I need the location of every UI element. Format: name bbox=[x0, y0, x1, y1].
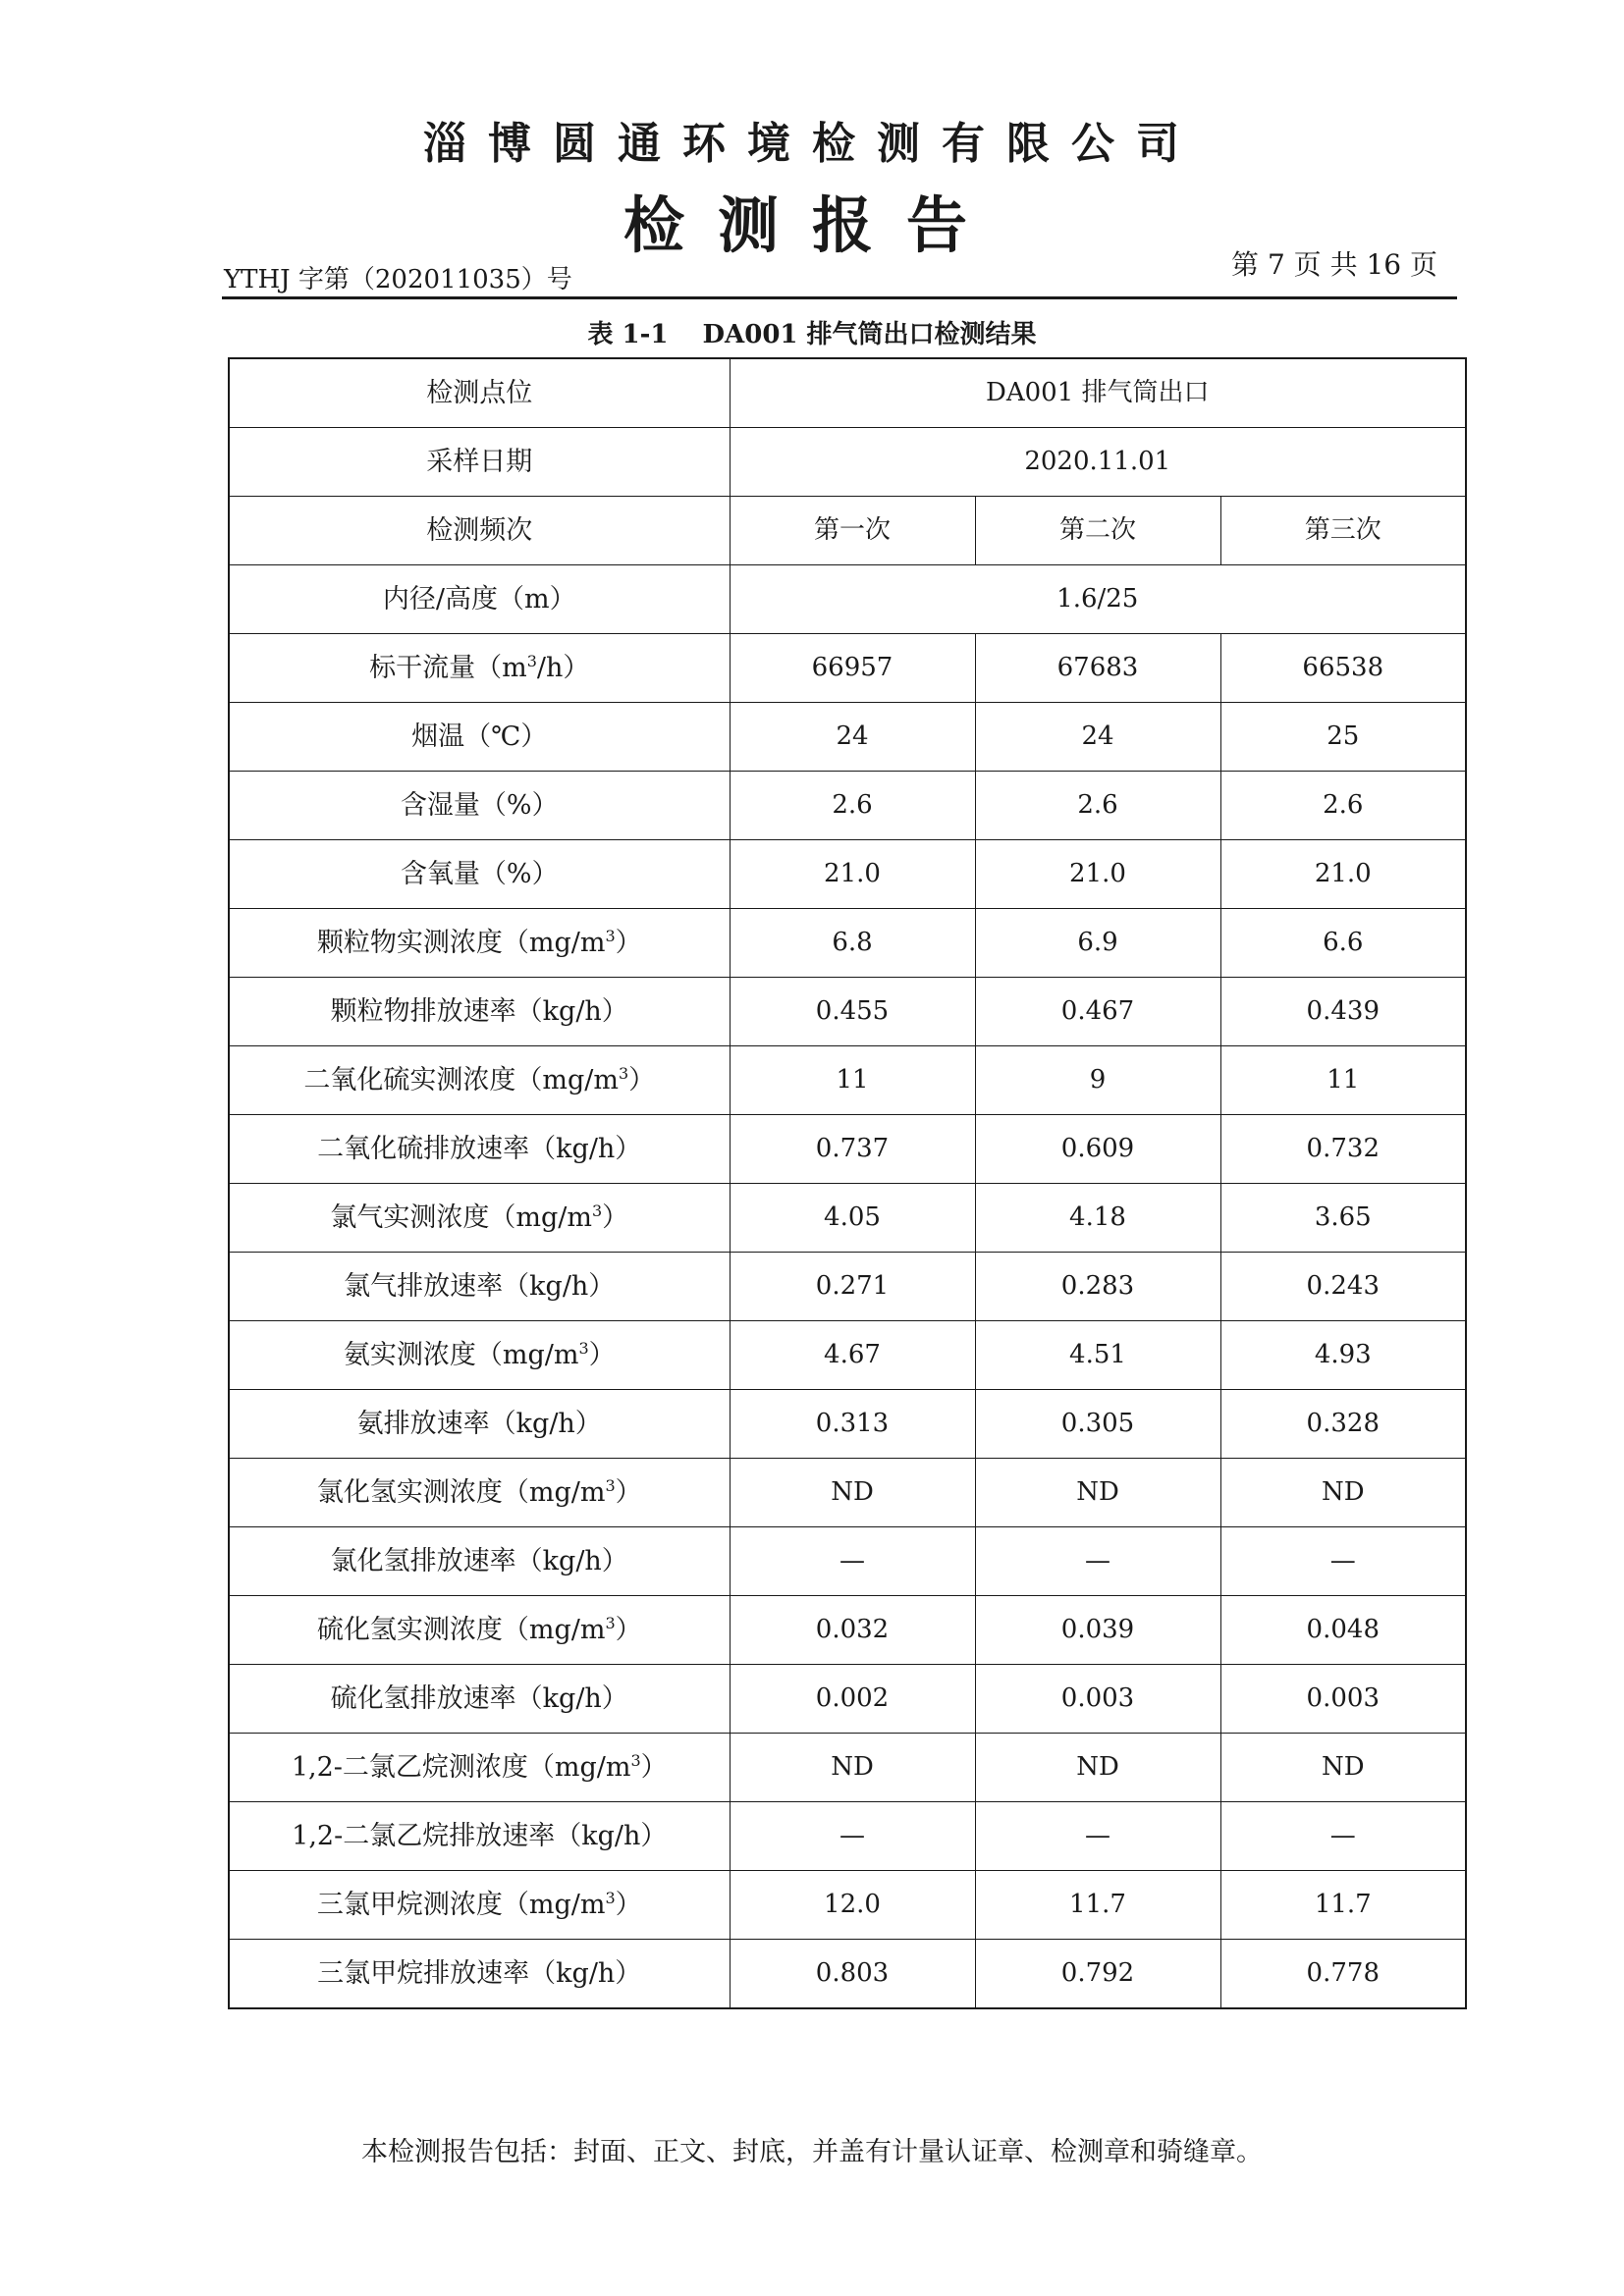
row-value: 0.283 bbox=[975, 1253, 1220, 1321]
row-value: 0.003 bbox=[1220, 1665, 1466, 1734]
table-row bbox=[229, 1321, 1466, 1390]
row-value: 67683 bbox=[975, 634, 1220, 703]
row-value: 4.93 bbox=[1220, 1321, 1466, 1390]
frequency-third: 第三次 bbox=[1220, 497, 1466, 565]
row-value: ND bbox=[1220, 1459, 1466, 1527]
row-value: 2.6 bbox=[975, 772, 1220, 840]
frequency-first: 第一次 bbox=[730, 497, 975, 565]
table-row bbox=[229, 1940, 1466, 2009]
table-row bbox=[229, 1596, 1466, 1665]
row-value: 0.328 bbox=[1220, 1390, 1466, 1459]
row-value: 11.7 bbox=[1220, 1871, 1466, 1940]
row-label: 颗粒物实测浓度$(mg/m^3)$ bbox=[229, 909, 730, 978]
company-name: 淄博圆通环境检测有限公司 bbox=[423, 119, 1201, 169]
row-label: 三氯甲烷测浓度$(mg/m^3)$ bbox=[229, 1871, 730, 1940]
point-label: 检测点位 bbox=[229, 358, 730, 428]
row-value: 11 bbox=[1220, 1046, 1466, 1115]
report-number: YTHJ 字第（202011035）号 bbox=[224, 265, 572, 294]
table-row-date bbox=[229, 428, 1466, 497]
row-value: 0.455 bbox=[730, 978, 975, 1046]
row-value: 0.792 bbox=[975, 1940, 1220, 2009]
row-value: ND bbox=[730, 1734, 975, 1802]
row-value: 4.18 bbox=[975, 1184, 1220, 1253]
row-value: — bbox=[730, 1527, 975, 1596]
row-value: 0.002 bbox=[730, 1665, 975, 1734]
row-label: 二氧化硫实测浓度$(mg/m^3)$ bbox=[229, 1046, 730, 1115]
row-value: 66538 bbox=[1220, 634, 1466, 703]
row-label: 氨实测浓度$(mg/m^3)$ bbox=[229, 1321, 730, 1390]
row-value: 6.6 bbox=[1220, 909, 1466, 978]
table-row bbox=[229, 1184, 1466, 1253]
footer-note: 本检测报告包括：封面、正文、封底，并盖有计量认证章、检测章和骑缝章。 bbox=[361, 2137, 1263, 2167]
table-row bbox=[229, 1253, 1466, 1321]
row-label: 氯气实测浓度$(mg/m^3)$ bbox=[229, 1184, 730, 1253]
table-row bbox=[229, 1390, 1466, 1459]
row-value: 0.003 bbox=[975, 1665, 1220, 1734]
table-row bbox=[229, 1734, 1466, 1802]
row-value: 11 bbox=[730, 1046, 975, 1115]
row-value: 3.65 bbox=[1220, 1184, 1466, 1253]
row-value: — bbox=[975, 1527, 1220, 1596]
row-value: — bbox=[975, 1802, 1220, 1871]
row-value: 9 bbox=[975, 1046, 1220, 1115]
row-value: 0.032 bbox=[730, 1596, 975, 1665]
row-value: 24 bbox=[730, 703, 975, 772]
point-value: DA001 排气筒出口 bbox=[730, 358, 1466, 428]
results-table bbox=[228, 357, 1467, 2009]
row-value: 4.05 bbox=[730, 1184, 975, 1253]
date-value: 2020.11.01 bbox=[730, 428, 1466, 497]
row-value: 21.0 bbox=[1220, 840, 1466, 909]
table-row bbox=[229, 1046, 1466, 1115]
row-value: ND bbox=[975, 1734, 1220, 1802]
row-label: 含氧量（%） bbox=[229, 840, 730, 909]
page-indicator: 第 7 页 共 16 页 bbox=[1231, 248, 1437, 281]
table-row bbox=[229, 840, 1466, 909]
row-value: 12.0 bbox=[730, 1871, 975, 1940]
results-table-container bbox=[228, 357, 1465, 2009]
row-value: 25 bbox=[1220, 703, 1466, 772]
row-label: 硫化氢排放速率（kg/h） bbox=[229, 1665, 730, 1734]
header-divider bbox=[222, 296, 1457, 299]
row-value: ND bbox=[975, 1459, 1220, 1527]
row-value: 6.8 bbox=[730, 909, 975, 978]
row-label: 氨排放速率（kg/h） bbox=[229, 1390, 730, 1459]
table-row-diameter bbox=[229, 565, 1466, 634]
row-value: 6.9 bbox=[975, 909, 1220, 978]
row-value: 2.6 bbox=[1220, 772, 1466, 840]
row-value: 0.243 bbox=[1220, 1253, 1466, 1321]
row-label: 烟温（℃） bbox=[229, 703, 730, 772]
row-value: 4.51 bbox=[975, 1321, 1220, 1390]
row-value: 11.7 bbox=[975, 1871, 1220, 1940]
date-label: 采样日期 bbox=[229, 428, 730, 497]
table-row bbox=[229, 1527, 1466, 1596]
row-value: 4.67 bbox=[730, 1321, 975, 1390]
row-label: 1,2-二氯乙烷排放速率（kg/h） bbox=[229, 1802, 730, 1871]
table-caption: 表 1-1 DA001 排气筒出口检测结果 bbox=[587, 320, 1037, 349]
diameter-label: 内径/高度（m） bbox=[229, 565, 730, 634]
row-value: 0.609 bbox=[975, 1115, 1220, 1184]
row-value: 21.0 bbox=[975, 840, 1220, 909]
table-row bbox=[229, 909, 1466, 978]
row-value: 0.039 bbox=[975, 1596, 1220, 1665]
row-value: 0.467 bbox=[975, 978, 1220, 1046]
row-label: 氯气排放速率（kg/h） bbox=[229, 1253, 730, 1321]
row-label: 1,2-二氯乙烷测浓度$(mg/m^3)$ bbox=[229, 1734, 730, 1802]
row-label: 标干流量$(m^3/h)$ bbox=[229, 634, 730, 703]
row-value: 0.271 bbox=[730, 1253, 975, 1321]
table-row bbox=[229, 772, 1466, 840]
row-label: 颗粒物排放速率（kg/h） bbox=[229, 978, 730, 1046]
row-value: 0.313 bbox=[730, 1390, 975, 1459]
table-row bbox=[229, 1115, 1466, 1184]
row-value: 2.6 bbox=[730, 772, 975, 840]
table-row-frequency bbox=[229, 497, 1466, 565]
row-label: 含湿量（%） bbox=[229, 772, 730, 840]
row-value: ND bbox=[730, 1459, 975, 1527]
row-value: 66957 bbox=[730, 634, 975, 703]
table-row bbox=[229, 1459, 1466, 1527]
row-label: 三氯甲烷排放速率（kg/h） bbox=[229, 1940, 730, 2009]
table-row bbox=[229, 634, 1466, 703]
row-value: — bbox=[730, 1802, 975, 1871]
row-value: 0.803 bbox=[730, 1940, 975, 2009]
row-label: 硫化氢实测浓度$(mg/m^3)$ bbox=[229, 1596, 730, 1665]
table-row-point bbox=[229, 358, 1466, 428]
frequency-second: 第二次 bbox=[975, 497, 1220, 565]
row-value: 0.439 bbox=[1220, 978, 1466, 1046]
row-label: 二氧化硫排放速率（kg/h） bbox=[229, 1115, 730, 1184]
frequency-label: 检测频次 bbox=[229, 497, 730, 565]
table-row bbox=[229, 1871, 1466, 1940]
table-row bbox=[229, 1802, 1466, 1871]
row-label: 氯化氢排放速率（kg/h） bbox=[229, 1527, 730, 1596]
row-label: 氯化氢实测浓度$(mg/m^3)$ bbox=[229, 1459, 730, 1527]
table-row bbox=[229, 978, 1466, 1046]
row-value: 0.305 bbox=[975, 1390, 1220, 1459]
row-value: 21.0 bbox=[730, 840, 975, 909]
table-row bbox=[229, 703, 1466, 772]
table-row bbox=[229, 1665, 1466, 1734]
row-value: — bbox=[1220, 1802, 1466, 1871]
row-value: 0.778 bbox=[1220, 1940, 1466, 2009]
row-value: 0.048 bbox=[1220, 1596, 1466, 1665]
row-value: — bbox=[1220, 1527, 1466, 1596]
report-title: 检测报告 bbox=[623, 189, 1001, 261]
row-value: 24 bbox=[975, 703, 1220, 772]
row-value: ND bbox=[1220, 1734, 1466, 1802]
row-value: 0.732 bbox=[1220, 1115, 1466, 1184]
row-value: 0.737 bbox=[730, 1115, 975, 1184]
diameter-value: 1.6/25 bbox=[730, 565, 1466, 634]
